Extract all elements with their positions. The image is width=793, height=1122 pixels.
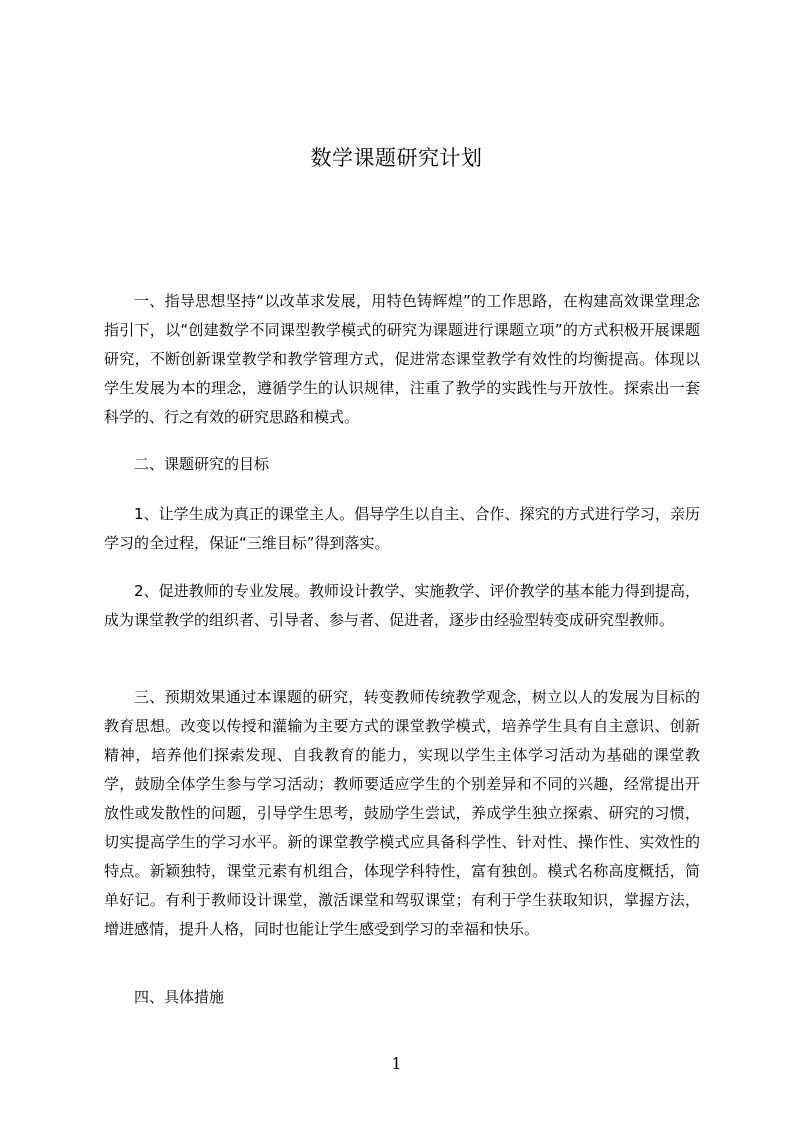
paragraph-guiding-ideology: 一、指导思想坚持“以改革求发展，用特色铸辉煌”的工作思路，在构建高效课堂理念指引下，以“创建数学不同课型教学模式的研究为课题进行课题立项”的方式积极开展课题研究，不断创新课堂教学和教学管理方式，促进常态课堂教学有效性的均衡提高。体现以学生发展为本的理念，遵循学生的认识规律，注重了教学的实践性与开放性。探索出一套科学的、行之有效的研究思路和模式。 xyxy=(104,292,700,426)
section-heading-objectives: 二、课题研究的目标 xyxy=(134,455,270,473)
paragraph-objective-2: 2、促进教师的专业发展。教师设计教学、实施教学、评价教学的基本能力得到提高，成为课堂教学的组织者、引导者、参与者、促进者，逐步由经验型转变成研究型教师。 xyxy=(104,582,700,629)
page-number: 1 xyxy=(391,1054,402,1073)
document-title: 数学课题研究计划 xyxy=(310,146,483,170)
section-heading-measures: 四、具体措施 xyxy=(134,988,225,1006)
paragraph-expected-effects: 三、预期效果通过本课题的研究，转变教师传统教学观念，树立以人的发展为目标的教育思想。改变以传授和灌输为主要方式的课堂教学模式，培养学生具有自主意识、创新精神，培养他们探索发现、自我教育的能力，实现以学生主体学习活动为基础的课堂教学，鼓励全体学生参与学习活动；教师要适应学生的个别差异和不同的兴趣，经常提出开放性或发散性的问题，引导学生思考，鼓励学生尝试，养成学生独立探索、研究的习惯，切实提高学生的学习水平。新的课堂教学模式应具备科学性、针对性、操作性、实效性的特点。新颖独特，课堂元素有机组合，体现学科特性，富有独创。模式名称高度概括，简单好记。有利于教师设计课堂，激活课堂和驾驭课堂；有利于学生获取知识，掌握方法，增进感情，提升人格，同时也能让学生感受到学习的幸福和快乐。 xyxy=(104,688,700,938)
paragraph-objective-1: 1、让学生成为真正的课堂主人。倡导学生以自主、合作、探究的方式进行学习，亲历学习的全过程，保证“三维目标”得到落实。 xyxy=(104,505,700,552)
